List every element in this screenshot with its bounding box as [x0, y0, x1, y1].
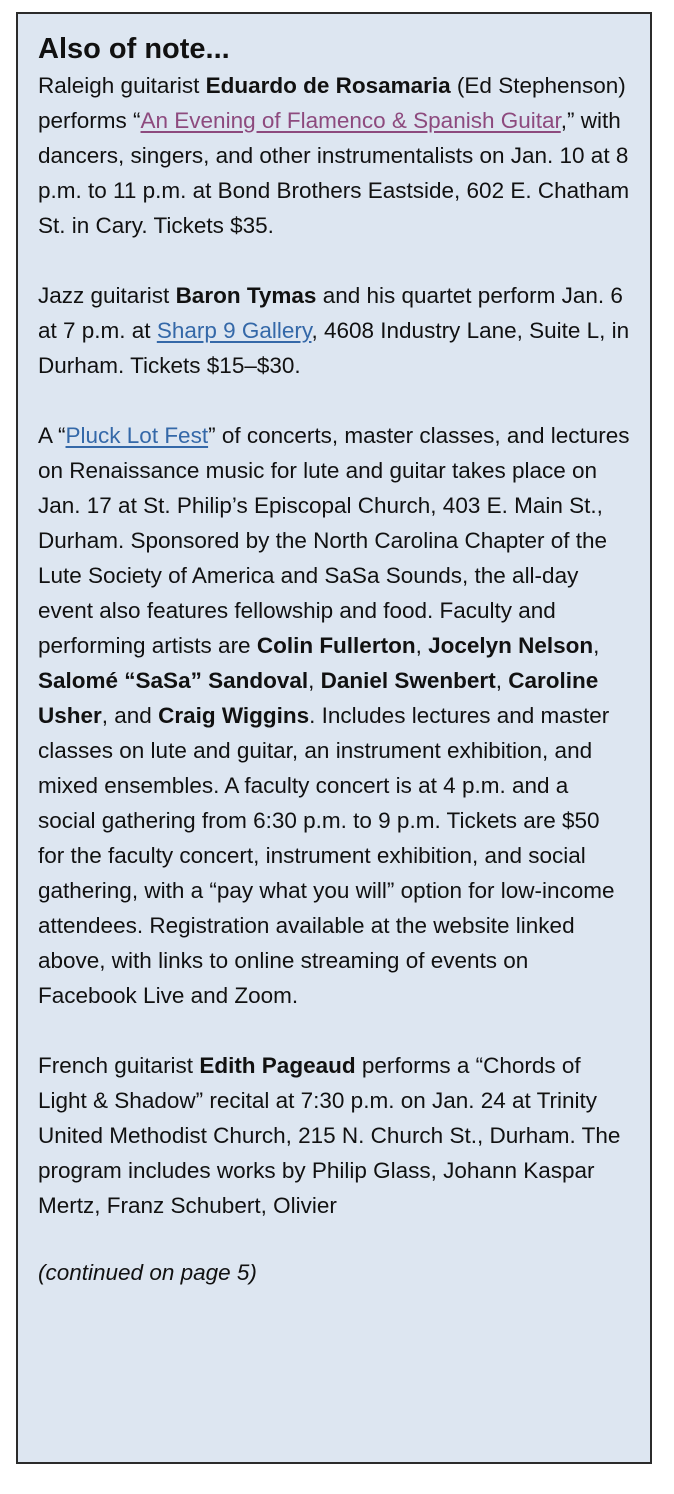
performer-name: Eduardo de Rosamaria	[205, 73, 451, 98]
continued-note: (continued on page 5)	[38, 1260, 257, 1285]
text: French guitarist	[38, 1053, 200, 1078]
text: . Includes lectures and master classes on lute and guitar, an instrument exhibition, and mixed ensembles. A faculty concert is at 4 p.m. and a social gathering from 6:30 p.m. to 9 p.m. Tickets are $50 for the faculty concert, instrument exhibition, and social gathering, with a “pay what you will” option for low-income attendees. Registration available at the website linked above, with links to online streaming of events on Facebook Live and Zoom.	[38, 703, 615, 1008]
performer-name: Baron Tymas	[175, 283, 317, 308]
separator: ,	[495, 668, 509, 693]
text: A “	[38, 423, 66, 448]
text: and his quartet perform Jan. 6 at 7 p.m. at	[38, 283, 623, 343]
text: , 4608 Industry Lane, Suite L, in Durham. Tickets $15–$30.	[38, 318, 630, 378]
separator: ,	[593, 633, 600, 658]
text: (Ed Stephenson) performs “	[38, 73, 626, 133]
performer-name: Edith Pageaud	[199, 1053, 356, 1078]
text: Raleigh guitarist	[38, 73, 206, 98]
separator: , and	[101, 703, 159, 728]
separator: ,	[415, 633, 429, 658]
text: performs a “Chords of Light & Shadow” recital at 7:30 p.m. on Jan. 24 at Trinity United Methodist Church, 215 N. Church St., Durham. The program includes works by Philip Glass, Johann Kaspar Mertz, Franz Schubert, Olivier	[38, 1053, 621, 1218]
performer-name: Jocelyn Nelson	[428, 633, 594, 658]
text: ,” with dancers, singers, and other instrumentalists on Jan. 10 at 8 p.m. to 11 p.m. at Bond Brothers Eastside, 602 E. Chatham St. in Cary. Tickets $35.	[38, 108, 630, 238]
performer-name: Salomé “SaSa” Sandoval	[38, 668, 309, 693]
paragraph-pluck-lot-fest	[38, 418, 630, 1013]
performer-name: Caroline Usher	[38, 668, 599, 728]
flamenco-event-link[interactable]: An Evening of Flamenco & Spanish Guitar	[140, 108, 561, 133]
section-title: Also of note...	[38, 33, 230, 65]
paragraph-tymas	[38, 278, 630, 383]
pluck-lot-fest-link[interactable]: Pluck Lot Fest	[65, 423, 209, 448]
performer-name: Daniel Swenbert	[320, 668, 496, 693]
performer-name: Craig Wiggins	[158, 703, 310, 728]
paragraph-rosamaria	[38, 68, 630, 243]
text: ” of concerts, master classes, and lectures on Renaissance music for lute and guitar takes place on Jan. 17 at St. Philip’s Episcopal Church, 403 E. Main St., Durham. Sponsored by the North Carolina Chapter of the Lute Society of America and SaSa Sounds, the all-day event also features fellowship and food. Faculty and performing artists are	[38, 423, 630, 658]
sidebar-box	[16, 12, 652, 1464]
sharp-9-gallery-link[interactable]: Sharp 9 Gallery	[156, 318, 312, 343]
text: Jazz guitarist	[38, 283, 176, 308]
paragraph-pageaud	[38, 1048, 630, 1223]
separator: ,	[308, 668, 321, 693]
performer-name: Colin Fullerton	[256, 633, 416, 658]
